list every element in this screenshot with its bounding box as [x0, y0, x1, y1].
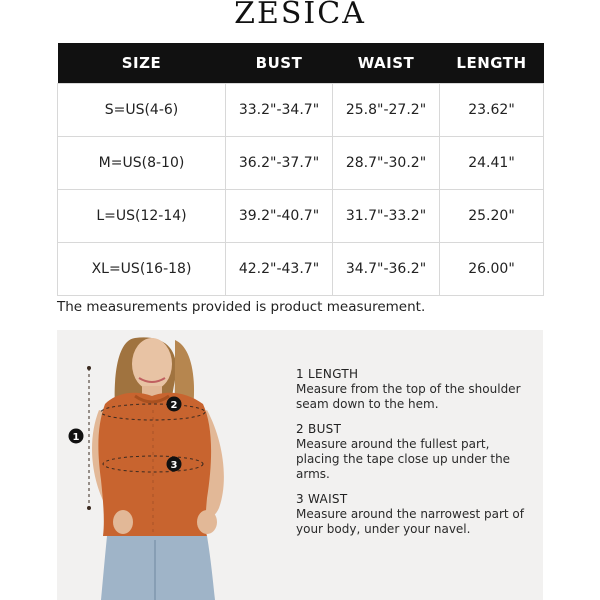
- header-waist: WAIST: [333, 43, 440, 84]
- header-length: LENGTH: [440, 43, 544, 84]
- cell-size: S=US(4-6): [58, 84, 226, 137]
- bust-marker-label: 2: [170, 400, 178, 411]
- step-bust: [296, 422, 536, 482]
- cell-length: 25.20": [440, 190, 544, 243]
- step-title: 1 LENGTH: [296, 367, 359, 381]
- step-title: 2 BUST: [296, 422, 342, 436]
- cell-waist: 34.7"-36.2": [333, 243, 440, 296]
- measurement-note: The measurements provided is product measurement.: [57, 299, 426, 315]
- cell-bust: 33.2"-34.7": [226, 84, 333, 137]
- brand-logo: ZESICA: [234, 0, 366, 31]
- table-row: [58, 84, 544, 137]
- cell-size: XL=US(16-18): [58, 243, 226, 296]
- step-title: 3 WAIST: [296, 492, 348, 506]
- step-description: Measure from the top of the shoulder seam down to the hem.: [296, 382, 521, 411]
- cell-bust: 42.2"-43.7": [226, 243, 333, 296]
- length-marker: [69, 429, 84, 444]
- cell-waist: 28.7"-30.2": [333, 137, 440, 190]
- waist-marker: [167, 457, 182, 472]
- measurement-instructions: [296, 367, 536, 547]
- bust-marker: [167, 397, 182, 412]
- cell-length: 23.62": [440, 84, 544, 137]
- cell-bust: 36.2"-37.7": [226, 137, 333, 190]
- cell-size: L=US(12-14): [58, 190, 226, 243]
- step-description: Measure around the narrowest part of your body, under your navel.: [296, 507, 524, 536]
- size-chart-table: [57, 43, 544, 296]
- cell-size: M=US(8-10): [58, 137, 226, 190]
- table-row: [58, 243, 544, 296]
- cell-length: 24.41": [440, 137, 544, 190]
- model-figure: [57, 330, 297, 600]
- table-row: [58, 137, 544, 190]
- cell-length: 26.00": [440, 243, 544, 296]
- header-size: SIZE: [58, 43, 226, 84]
- table-header-row: [58, 43, 544, 84]
- cell-waist: 31.7"-33.2": [333, 190, 440, 243]
- step-waist: [296, 492, 536, 537]
- length-marker-label: 1: [72, 432, 80, 443]
- cell-waist: 25.8"-27.2": [333, 84, 440, 137]
- step-length: [296, 367, 536, 412]
- waist-marker-label: 3: [170, 460, 178, 471]
- cell-bust: 39.2"-40.7": [226, 190, 333, 243]
- step-description: Measure around the fullest part, placing the tape close up under the arms.: [296, 437, 511, 481]
- table-row: [58, 190, 544, 243]
- header-bust: BUST: [226, 43, 333, 84]
